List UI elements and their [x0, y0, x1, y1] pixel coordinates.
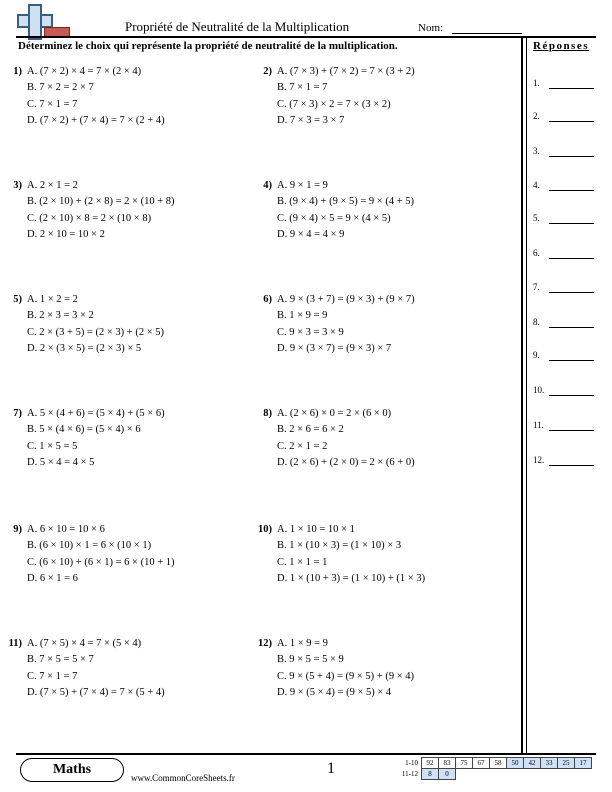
- option-a: A. (7 × 2) × 4 = 7 × (2 × 4): [27, 66, 142, 77]
- footer-rule: [16, 753, 596, 755]
- answer-line[interactable]: [549, 156, 594, 157]
- option-a: A. 1 × 9 = 9: [277, 638, 328, 649]
- answer-slot-9[interactable]: [533, 350, 595, 364]
- option-a: A. 9 × 1 = 9: [277, 180, 328, 191]
- answer-number: 9.: [533, 350, 540, 360]
- answer-number: 4.: [533, 180, 540, 190]
- answer-slot-7[interactable]: [533, 282, 595, 296]
- option-a: A. 6 × 10 = 10 × 6: [27, 524, 105, 535]
- score-cell: 33: [541, 758, 558, 769]
- answer-slot-8[interactable]: [533, 317, 595, 331]
- answers-title: Réponses: [533, 40, 590, 52]
- score-cell: 67: [473, 758, 490, 769]
- option-c: C. 7 × 1 = 7: [27, 98, 78, 110]
- website-link[interactable]: www.CommonCoreSheets.fr: [131, 773, 235, 783]
- answer-slot-3[interactable]: [533, 146, 595, 160]
- answer-line[interactable]: [549, 292, 594, 293]
- answer-line[interactable]: [549, 360, 594, 361]
- problem-number: 6): [263, 294, 272, 305]
- score-row-1-10: [396, 758, 592, 769]
- answer-line[interactable]: [549, 258, 594, 259]
- answer-number: 7.: [533, 282, 540, 292]
- option-d: D. 9 × 4 = 4 × 9: [277, 229, 345, 241]
- score-cell: 83: [439, 758, 456, 769]
- score-cell: 75: [456, 758, 473, 769]
- answer-slot-11[interactable]: [533, 420, 595, 434]
- option-d: D. 9 × (5 × 4) = (9 × 5) × 4: [277, 687, 392, 699]
- option-d: D. 5 × 4 = 4 × 5: [27, 457, 95, 469]
- instructions: Déterminez le choix qui représente la propriété de neutralité de la multiplication.: [18, 40, 398, 52]
- answer-line[interactable]: [549, 190, 594, 191]
- option-b: B. 9 × 5 = 5 × 9: [277, 654, 344, 666]
- score-cell: 42: [524, 758, 541, 769]
- answer-slot-10[interactable]: [533, 385, 595, 399]
- answer-number: 11.: [533, 420, 544, 430]
- option-c: C. 2 × 1 = 2: [277, 440, 328, 452]
- option-d: D. 1 × (10 + 3) = (1 × 10) + (1 × 3): [277, 573, 426, 585]
- answer-number: 3.: [533, 146, 540, 156]
- page-title: Propriété de Neutralité de la Multiplication: [125, 19, 350, 34]
- answer-line[interactable]: [549, 223, 594, 224]
- problem-number: 2): [263, 66, 272, 77]
- answer-line[interactable]: [549, 465, 594, 466]
- header-rule: [16, 36, 596, 38]
- option-b: B. 2 × 6 = 6 × 2: [277, 424, 344, 436]
- answer-slot-6[interactable]: [533, 248, 595, 262]
- problem-number: 9): [13, 524, 22, 535]
- option-c: C. (2 × 10) × 8 = 2 × (10 × 8): [27, 212, 152, 224]
- option-d: D. (2 × 6) + (2 × 0) = 2 × (6 + 0): [277, 457, 415, 469]
- option-a: A. 2 × 1 = 2: [27, 180, 78, 191]
- score-cell: 25: [558, 758, 575, 769]
- option-c: C. (6 × 10) + (6 × 1) = 6 × (10 + 1): [27, 556, 175, 568]
- answer-number: 8.: [533, 317, 540, 327]
- answer-line[interactable]: [549, 395, 594, 396]
- answer-number: 6.: [533, 248, 540, 258]
- option-d: D. 7 × 3 = 3 × 7: [277, 115, 345, 127]
- option-a: A. (7 × 5) × 4 = 7 × (5 × 4): [27, 638, 142, 649]
- option-b: B. (6 × 10) × 1 = 6 × (10 × 1): [27, 540, 152, 552]
- option-b: B. 7 × 1 = 7: [277, 82, 328, 94]
- problem-number: 4): [263, 180, 272, 191]
- option-b: B. (2 × 10) + (2 × 8) = 2 × (10 + 8): [27, 196, 175, 208]
- problem-number: 3): [13, 180, 22, 191]
- option-b: B. 5 × (4 × 6) = (5 × 4) × 6: [27, 424, 141, 436]
- problem-number: 12): [258, 638, 272, 649]
- option-d: D. 2 × 10 = 10 × 2: [27, 229, 105, 241]
- problem-number: 8): [263, 408, 272, 419]
- score-cell: 50: [507, 758, 524, 769]
- answer-slot-1[interactable]: [533, 78, 595, 92]
- option-a: A. (2 × 6) × 0 = 2 × (6 × 0): [277, 408, 392, 419]
- answer-line[interactable]: [549, 88, 594, 89]
- option-d: D. (7 × 5) + (7 × 4) = 7 × (5 + 4): [27, 687, 165, 699]
- score-cell: 17: [575, 758, 592, 769]
- name-field-line[interactable]: [452, 33, 522, 34]
- option-a: A. 1 × 10 = 10 × 1: [277, 524, 355, 535]
- option-c: C. 7 × 1 = 7: [27, 670, 78, 682]
- option-b: B. (9 × 4) + (9 × 5) = 9 × (4 + 5): [277, 196, 415, 208]
- option-c: C. 1 × 1 = 1: [277, 556, 328, 568]
- option-c: C. 9 × 3 = 3 × 9: [277, 326, 344, 338]
- answer-number: 2.: [533, 111, 540, 121]
- answer-line[interactable]: [549, 327, 594, 328]
- score-row-11-12: [396, 769, 592, 780]
- subject-badge: Maths: [20, 758, 124, 782]
- option-b: B. 1 × (10 × 3) = (1 × 10) × 3: [277, 540, 402, 552]
- option-a: A. 9 × (3 + 7) = (9 × 3) + (9 × 7): [277, 294, 415, 305]
- score-row-label: 1-10: [405, 759, 418, 767]
- column-divider-left: [521, 36, 523, 754]
- score-row-label: 11-12: [401, 770, 418, 778]
- option-b: B. 1 × 9 = 9: [277, 310, 328, 322]
- answer-number: 10.: [533, 385, 545, 395]
- score-cell: 92: [422, 758, 439, 769]
- answer-slot-4[interactable]: [533, 180, 595, 194]
- problem-number: 10): [258, 524, 272, 535]
- answer-slot-2[interactable]: [533, 111, 595, 125]
- option-c: C. 1 × 5 = 5: [27, 440, 78, 452]
- option-a: A. (7 × 3) + (7 × 2) = 7 × (3 + 2): [277, 66, 415, 77]
- option-c: C. (7 × 3) × 2 = 7 × (3 × 2): [277, 98, 391, 110]
- answer-line[interactable]: [549, 121, 594, 122]
- option-b: B. 7 × 5 = 5 × 7: [27, 654, 94, 666]
- plus-icon-vertical: [28, 4, 42, 40]
- answer-number: 1.: [533, 78, 540, 88]
- answer-slot-12[interactable]: [533, 455, 595, 469]
- column-divider-right: [526, 36, 527, 754]
- score-cell: 8: [422, 769, 439, 780]
- score-cell: 58: [490, 758, 507, 769]
- score-cell: 0: [439, 769, 456, 780]
- name-label: Nom:: [418, 22, 444, 34]
- problem-number: 5): [13, 294, 22, 305]
- answer-number: 5.: [533, 213, 540, 223]
- score-table: [396, 757, 592, 780]
- option-a: A. 5 × (4 + 6) = (5 × 4) + (5 × 6): [27, 408, 165, 419]
- option-b: B. 7 × 2 = 2 × 7: [27, 82, 94, 94]
- option-d: D. (7 × 2) + (7 × 4) = 7 × (2 + 4): [27, 115, 165, 127]
- page-number: 1: [327, 760, 335, 777]
- option-c: C. (9 × 4) × 5 = 9 × (4 × 5): [277, 212, 391, 224]
- answer-line[interactable]: [549, 430, 594, 431]
- option-d: D. 2 × (3 × 5) = (2 × 3) × 5: [27, 343, 142, 355]
- problem-number: 11): [8, 638, 22, 649]
- answer-slot-5[interactable]: [533, 213, 595, 227]
- option-c: C. 9 × (5 + 4) = (9 × 5) + (9 × 4): [277, 670, 415, 682]
- option-d: D. 6 × 1 = 6: [27, 573, 78, 585]
- problem-number: 7): [13, 408, 22, 419]
- option-b: B. 2 × 3 = 3 × 2: [27, 310, 94, 322]
- answer-number: 12.: [533, 455, 545, 465]
- option-a: A. 1 × 2 = 2: [27, 294, 78, 305]
- problem-number: 1): [13, 66, 22, 77]
- option-c: C. 2 × (3 + 5) = (2 × 3) + (2 × 5): [27, 326, 165, 338]
- option-d: D. 9 × (3 × 7) = (9 × 3) × 7: [277, 343, 392, 355]
